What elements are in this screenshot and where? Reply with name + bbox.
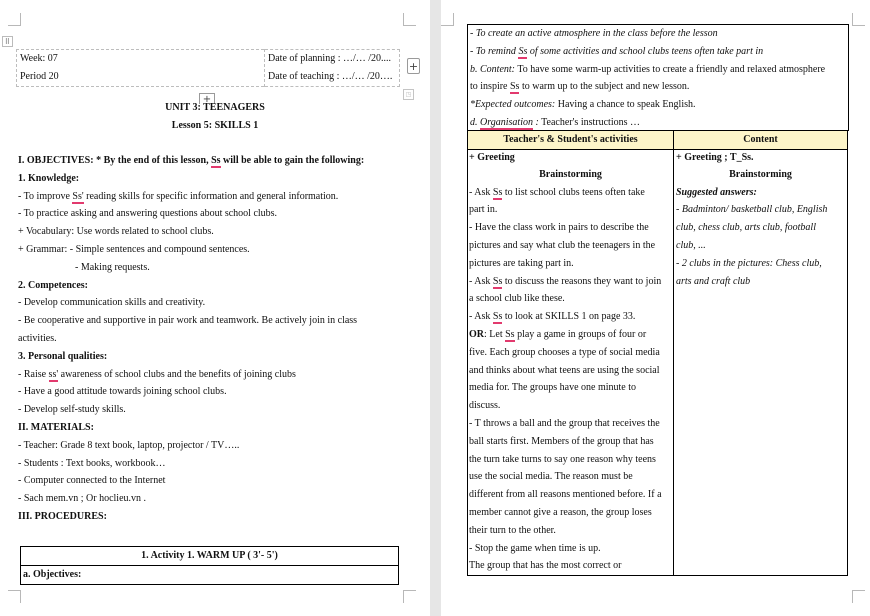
answer-line: - 2 clubs in the pictures: Chess club, — [676, 257, 822, 269]
activity-line: - T throws a ball and the group that receives the — [469, 417, 660, 429]
objectives-label: a. Objectives: — [21, 565, 399, 584]
content-line: b. Content: To have some warm-up activities to create a friendly and relaxed atmosphere — [470, 63, 826, 75]
unit-title: UNIT 3: TEENAGERS — [165, 102, 265, 113]
activity-line: use the social media. The reason must be — [469, 471, 633, 483]
materials-item: - Computer connected to the Internet — [18, 475, 166, 487]
expected-outcomes: *Expected outcomes: Having a chance to speak English. — [470, 99, 696, 111]
suggested-answers-label: Suggested answers: — [676, 186, 757, 198]
materials-heading: II. MATERIALS: — [18, 421, 94, 433]
objective-item: - To remind Ss of some activities and school clubs teens often take part in — [470, 45, 764, 57]
activity-line: and thinks about what teens are using the social — [469, 364, 660, 376]
spelling-flag[interactable]: Ss — [518, 45, 528, 57]
date-of-planning: Date of planning : …/… /20.... — [268, 53, 392, 64]
activity-line: - Ask Ss to discuss the reasons they want to join — [469, 275, 662, 287]
activity-line: pictures and say what club the teenagers in the — [469, 239, 656, 251]
crop-mark — [8, 590, 21, 603]
materials-item: - Teacher: Grade 8 text book, laptop, projector / TV….. — [18, 439, 240, 451]
procedures-heading: III. PROCEDURES: — [18, 510, 107, 522]
personal-item: - Raise ss' awareness of school clubs and the benefits of joining clubs — [18, 368, 296, 380]
activity-line: member cannot give a reason, the group loses — [469, 506, 652, 518]
answer-line: club, chess club, arts club, football — [676, 222, 816, 234]
spelling-flag[interactable]: Ss — [505, 328, 515, 340]
warmup-intro — [467, 24, 849, 131]
personal-item: - Develop self-study skills. — [18, 404, 126, 416]
activity-line: part in. — [469, 204, 498, 216]
activity-title: 1. Activity 1. WARM UP ( 3'- 5') — [21, 547, 399, 566]
document-page-right — [441, 0, 870, 616]
grammar-item: - Making requests. — [75, 261, 150, 273]
spelling-flag[interactable]: Ss — [492, 311, 503, 323]
crop-mark — [852, 13, 865, 26]
objectives-section — [18, 152, 428, 526]
content-cell — [674, 149, 848, 575]
competences-item: - Be cooperative and supportive in pair work and teamwork. Be actively join in class — [18, 315, 358, 327]
knowledge-heading: 1. Knowledge: — [18, 172, 80, 184]
table-resize-handle-icon[interactable]: ◳ — [403, 89, 414, 100]
activity-line: - Have the class work in pairs to describe the — [469, 222, 649, 234]
answer-line: - Badminton/ basketball club, English — [676, 204, 828, 216]
crop-mark — [8, 13, 21, 26]
week-label: Week: 07 — [20, 53, 58, 64]
content-line: to inspire Ss to warm up to the subject and new lesson. — [470, 81, 690, 93]
activity-line: their turn to the other. — [469, 524, 556, 536]
competences-item-cont: activities. — [18, 332, 57, 344]
crop-mark — [441, 13, 454, 26]
activity-line: five. Each group chooses a type of social media — [469, 346, 660, 358]
knowledge-item: - To practice asking and answering questions about school clubs. — [18, 208, 278, 220]
spelling-flag[interactable]: Ss' — [72, 190, 84, 202]
column-header-activities: Teacher's & Student's activities — [468, 131, 674, 150]
table-move-handle-icon[interactable]: ⠿ — [2, 36, 13, 47]
spelling-flag[interactable]: Ss — [510, 81, 520, 93]
activity-line: OR: Let Ss play a game in groups of four or — [469, 328, 647, 340]
materials-item: - Sach mem.vn ; Or hoclieu.vn . — [18, 493, 147, 505]
activity-line: ball starts first. Members of the group that has — [469, 435, 654, 447]
objectives-heading: I. OBJECTIVES: * By the end of this lesson, Ss will be able to gain the following: — [18, 155, 365, 166]
date-of-teaching: Date of teaching : …/… /20…. — [268, 70, 393, 82]
materials-item: - Students : Text books, workbook… — [18, 457, 166, 469]
document-page-left — [0, 0, 430, 616]
period-label: Period 20 — [20, 70, 59, 82]
activities-table — [467, 130, 848, 576]
vocabulary-item: + Vocabulary: Use words related to school clubs. — [18, 226, 214, 238]
lesson-title: Lesson 5: SKILLS 1 — [171, 120, 259, 131]
spelling-flag[interactable]: Ss — [492, 275, 503, 287]
brainstorming-content: Brainstorming — [729, 168, 792, 180]
greeting-label: + Greeting — [469, 151, 515, 163]
activity-line: a school club like these. — [469, 293, 565, 305]
activity-line: - Ask Ss to look at SKILLS 1 on page 33. — [469, 311, 636, 323]
answer-line: arts and craft club — [676, 275, 751, 287]
activity-line: different from all reasons mentioned before. If a — [469, 489, 662, 501]
personal-item: - Have a good attitude towards joining school clubs. — [18, 386, 227, 398]
crop-mark — [403, 590, 416, 603]
greeting-content: + Greeting ; T_Ss. — [676, 151, 754, 163]
spelling-flag[interactable]: Organisation — [480, 116, 533, 128]
add-row-button[interactable]: + — [199, 93, 215, 104]
activity-line: media for. The groups have one minute to — [469, 382, 636, 394]
activity-line: - Ask Ss to list school clubs teens often take — [469, 186, 645, 198]
activity-line: pictures are taking part in. — [469, 257, 574, 269]
competences-heading: 2. Competences: — [18, 279, 88, 291]
competences-item: - Develop communication skills and creativity. — [18, 297, 206, 309]
knowledge-item: - To improve Ss' reading skills for specific information and general information. — [18, 190, 339, 202]
grammar-item: + Grammar: - Simple sentences and compound sentences. — [18, 243, 250, 255]
objective-item: - To create an active atmosphere in the class before the lesson — [470, 28, 718, 39]
activity-line: the turn take turns to say one reason why teens — [469, 453, 656, 465]
answer-line: club, ... — [676, 239, 706, 251]
spelling-flag[interactable]: ss' — [48, 368, 59, 380]
activity-table — [20, 546, 399, 585]
activity-lines — [469, 184, 672, 576]
activities-cell — [468, 149, 674, 575]
crop-mark — [852, 590, 865, 603]
crop-mark — [403, 13, 416, 26]
spelling-flag[interactable]: Ss — [211, 155, 221, 166]
brainstorming-label: Brainstorming — [539, 168, 602, 180]
activity-line: discuss. — [469, 400, 501, 412]
header-table — [16, 49, 400, 87]
activity-line: The group that has the most correct or — [469, 560, 622, 572]
activity-line: - Stop the game when time is up. — [469, 542, 601, 554]
personal-qualities-heading: 3. Personal qualities: — [18, 350, 108, 362]
column-header-content: Content — [674, 131, 848, 150]
add-column-button[interactable]: + — [408, 59, 419, 73]
organisation-line: d. Organisation : Teacher's instructions … — [470, 116, 640, 128]
spelling-flag[interactable]: Ss — [492, 186, 503, 198]
